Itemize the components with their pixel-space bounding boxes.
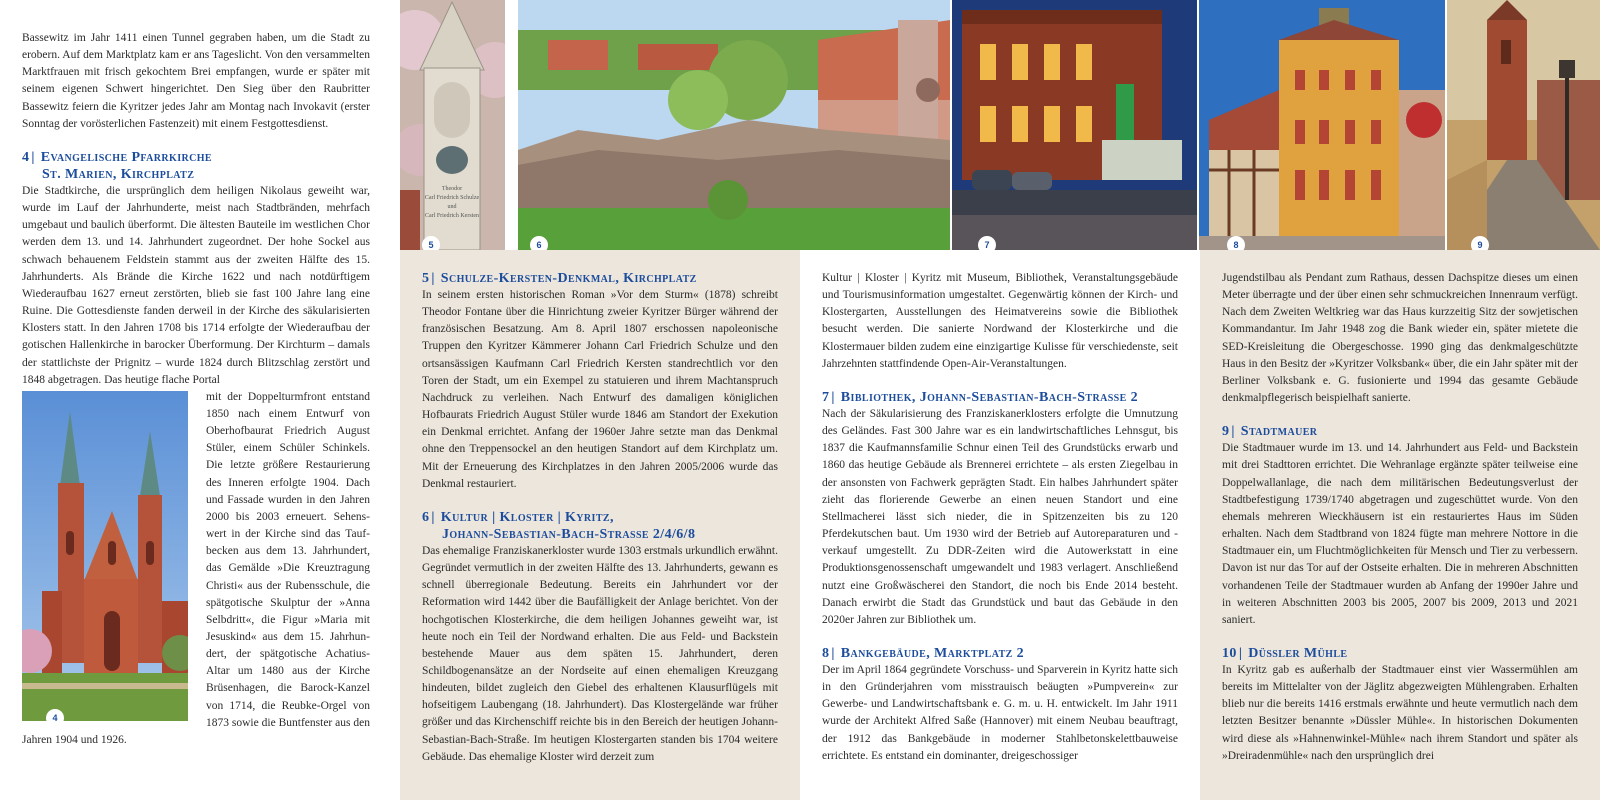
section-9-body: Die Stadtmauer wurde im 13. und 14. Jahrhundert aus Feld- und Backstein mit drei Stadttoren errichtet. Die Wehranlage ergänzte später teilweise eine Doppelwallanlage, die nach dem militärischen Bedeutungsverlust der Stadtbefestigung 1739/1740 abgetragen und zugeschüttet wurde. Von den ehemals mehreren Wieckhäusern ist ein restauriertes Haus im Süden erhalten. Nach dem Stadtbrand von 1824 fügte man mehrere Nottore in die Stadtmauer ein, um Fluchtmöglichkeiten für Mensch und Tier zu verbessern. Davon ist nur das Tor auf der Ostseite erhalten. Die in mehreren Abschnitten vorhandenen Teile der Stadtmauer wurden ab Anfang der 1990er Jahre und in weiteren Abschnitten 2003 bis 2005, 2007 bis 2009, 2013 und 2021 saniert. bbox=[1222, 442, 1578, 626]
section-5-heading: 5 | Schulze-Kersten-Denkmal, Kirchplatz bbox=[422, 271, 697, 286]
section-5-number: 5 bbox=[422, 271, 430, 286]
section-4-title-line1: Evangelische Pfarrkirche bbox=[40, 149, 212, 165]
section-6-number: 6 bbox=[422, 509, 430, 525]
section-9-number: 9 bbox=[1222, 424, 1230, 440]
photo-4-badge: 4 bbox=[46, 709, 64, 727]
section-7-title: Bibliothek, Johann-Sebastian-Bach-Strasse 2 bbox=[840, 389, 1139, 405]
section-6-body: Das ehemalige Franziskanerkloster wurde 1303 erstmals urkundlich erwähnt. Gegründet vermutlich in der zweiten Hälfte des 13. Jahrhunderts, gewann es schnell überregionale Bedeutung. Bereits ein Jahrhundert vor der Reformation wird 1442 über die Baufälligkeit der Anlage berichtet. Von der hochgotischen Klosterkirche, die dem heiligen Johannes geweiht war, ist heute noch ein Teil der Nordwand erhalten. Die aus Feld- und Backstein bestehende Mauer aus dem späten 15. Jahrhundert, deren Schildbogenansätze an der Nordseite auf einen ehemaligen Kreuzgang hindeuten, bildet zugleich den Giebel des erhaltenen Klausurflügels mit hofseitigem Laubengang (18. Jahrhundert). Das Klostergelände war früher größer und das Kirchenschiff reichte bis in den Bereich der heutigen Johann-Sebastian-Bach-Straße. Im heutigen Klostergarten standen bis 1704 weitere Gebäude. Das ehemalige Kloster wird derzeit zum bbox=[422, 544, 778, 763]
photo-9-city-wall bbox=[1447, 0, 1600, 250]
section-10-number: 10 bbox=[1222, 645, 1237, 661]
section-10-title: Düssler Mühle bbox=[1248, 645, 1348, 661]
photo-8-badge: 8 bbox=[1227, 236, 1245, 250]
photo-9-badge: 9 bbox=[1471, 236, 1489, 250]
section-8-title: Bankgebäude, Marktplatz 2 bbox=[840, 645, 1025, 661]
church-photo bbox=[22, 391, 192, 729]
photo-8-bank bbox=[1199, 0, 1445, 250]
section-4-heading: 4 | Evangelische Pfarrkirche St. Marien, Kirchplatz bbox=[22, 149, 370, 183]
column-4 bbox=[1200, 250, 1600, 800]
column-1-text bbox=[22, 30, 370, 749]
photo-7-badge: 7 bbox=[978, 236, 996, 250]
photo-6-badge: 6 bbox=[530, 236, 548, 250]
photo-6-monastery bbox=[518, 0, 950, 250]
section-4-body-continued: mit der Doppelturmfront entstand 1850 nach einem Entwurf von Oberhofbaurat Friedrich August Stüler, einem Schüler Schinkels. Die letzte größere Restaurierung des Inneren erfolgte 1904. Dach und Fassade wurden in den Jahren 2000 bis 2003 erneuert. Sehenswert in der Kirche sind das Taufbecken aus dem 13. Jahrhundert, das Gemälde »Die Kreuztragung Christi« aus der Rubensschule, die spätgotische Skulptur der »Anna Selbdritt«, die Figur »Maria mit Jesuskind« aus dem 15. Jahrhundert, der spätgotische Achatius-Altar um 1480 aus der Kirche Brüsenhagen, die Barock-Kanzel von 1714, die Reubke-Orgel von 1873 sowie die Buntfenster aus den Jahren 1904 und 1926. bbox=[22, 390, 370, 746]
photo-5-monument bbox=[400, 0, 505, 250]
monument-inscription-4: Carl Friedrich Kersten bbox=[425, 213, 479, 219]
section-7-body: Nach der Säkularisierung des Franziskanerklosters erfolgte die Umnutzung des Geländes. Fast 300 Jahre war es ein landwirtschaftliches Lehnsgut, bis 1837 die Kaufmannsfamilie Schnur einen Teil des Grundstücks erwarb und 1860 das heutige Gebäude als Brennerei errichtete – als ersten Ziegelbau in der ansonsten von Fachwerk geprägten Stadt. Ein halbes Jahrhundert später zieht das florierende Gewerbe an einen neuen Standort und eine Stellmacherei lässt sich nieder, die in Spitzenzeiten bis zu 120 Pferdekutschen baut. Um 1930 wird der Betrieb auf Autoreparaturen und -verkauf umgestellt. Zu DDR-Zeiten wird die Autowerkstatt in eine Produktionsgenossenschaft umgewandelt und 1983 verlagert. Anschließend nutzt eine Großwäscherei den Standort, die noch bis Ende 2014 besteht. Danach erwirbt die Stadt das Grundstück und baut das Gebäude in den 2020er Jahren zur Bibliothek um. bbox=[822, 407, 1178, 626]
photo-7-library bbox=[952, 0, 1197, 250]
section-10-body: In Kyritz gab es außerhalb der Stadtmauer einst vier Wassermühlen am bereits im Mittelalter von der Jäglitz abgezweigten Mühlengraben. Erhalten blieb nur die bereits 1416 erstmals erwähnte und heute vermutlich nach dem letzten Besitzer benannte »Düssler Mühle«. In historischen Dokumenten wird diese als »Hahnenwinkel-Mühle« nach ihrem Standort und später als »Dreiradenmühle« nach den ursprünglich drei bbox=[1222, 663, 1578, 762]
section-9-heading: 9 | Stadtmauer bbox=[1222, 424, 1318, 440]
section-8-heading: 8 | Bankgebäude, Marktplatz 2 bbox=[822, 645, 1025, 661]
monument-inscription-3: und bbox=[447, 204, 457, 210]
section-9-title: Stadtmauer bbox=[1240, 424, 1318, 440]
section-10-heading: 10 | Düssler Mühle bbox=[1222, 645, 1348, 661]
section-8-body: Der im April 1864 gegründete Vorschuss- und Sparverein in Kyritz hatte sich in den Gründerjahren vom misstrauisch beäugten »Pumpverein« zur Gewerbe- und Landwirtschaftsbank e. G. m. u. H. entwickelt. Im Jahr 1911 wurde der Architekt Alfred Saße (Hannover) mit einem Neubau beauftragt, der 1912 das Bankgebäude in moderner Stahlbetonskelettbauweise errichtete. Es entstand ein dominanter, dreigeschossiger bbox=[822, 663, 1178, 762]
section-6-title-line1: Kultur | Kloster | Kyritz, bbox=[440, 509, 614, 525]
section-4-body: Die Stadtkirche, die ursprünglich dem heiligen Nikolaus geweiht war, wurde im Lauf der Jahrhunderte, meist nach Stadtbränden, mehrfach umgebaut und baulich überformt. Die ältesten Bauteile im westlichen Chor werden dem 13. und 14. Jahrhundert zugeordnet. Der hohe Sockel aus schwach behauenem Feldstein stammt aus der zweiten Hälfte des 15. Jahrhunderts. Als Brände die Kirche 1622 und nach notdürftigem Wiederaufbau 1627 erneut zerstörten, blieb sie fast 100 Jahre lang eine Ruine. Die Gottesdienste fanden derweil in der Kirche des säkularisierten Klosters statt. In den Jahren 1708 bis 1714 erfolgte der Wiederaufbau der gotischen Hallenkirche in barocker Überformung. Der Kirchturm – damals der stattlichste der Prignitz – wurde 1824 durch Blitzschlag zerstört und 1848 abgetragen. Das heutige flache Portal bbox=[22, 184, 370, 386]
section-6-heading: 6 | Kultur | Kloster | Kyritz, Johann-Sebastian-Bach-Strasse 2/4/6/8 bbox=[422, 509, 778, 543]
section-4-title-line2: St. Marien, Kirchplatz bbox=[42, 166, 195, 182]
column-3 bbox=[800, 250, 1200, 800]
section-4-number: 4 bbox=[22, 149, 30, 165]
section-6-title-line2: Johann-Sebastian-Bach-Strasse 2/4/6/8 bbox=[442, 526, 696, 542]
section-5-body: In seinem ersten historischen Roman »Vor dem Sturm« (1878) schreibt Theodor Fontane über die Hinrichtung zweier Kyritzer Bürger während der französischen Besatzung. Am 8. April 1807 erschossen napoleonische Truppen den Kyritzer Kämmerer Johann Carl Friedrich Schulze und den ortsansässigen Kaufmann Carl Friedrich Kersten standrechtlich vor den Toren der Stadt, um ein Exempel zu statuieren und ihrem Machtanspruch Nachdruck zu verleihen. Nach Entwurf des damaligen königlichen Hofbaurats Friedrich August Stüler wurde 1846 am Standort der Exekution ein Denkmal errichtet. Anfang der 1960er Jahre setzte man das Denkmal ohne den Treppensockel an den heutigen Standort auf dem Kirchplatz um. Mit der Erneuerung des Kirchplatzes in den Jahren 2005/2006 wurde das Denkmal restauriert. bbox=[422, 289, 778, 490]
column-3-text bbox=[822, 270, 1178, 765]
section-5-title: Schulze-Kersten-Denkmal, Kirchplatz bbox=[440, 271, 697, 286]
section-7-number: 7 bbox=[822, 389, 830, 405]
intro-paragraph: Bassewitz im Jahr 1411 einen Tunnel gegraben haben, um die Stadt zu erobern. Auf dem Marktplatz kam er ans Tageslicht. Von den versammelten Marktfrauen mit frisch gekochtem Brei empfangen, wurde er später mit seinem eigenen Schwert hingerichtet. Den Sieg über den Raubritter Bassewitz feiern die Kyritzer jedes Jahr am Montag nach Invokavit (erster Sonntag der vorösterlichen Fastenzeit) mit einem Festgottesdienst. bbox=[22, 32, 370, 130]
section-7-heading: 7 | Bibliothek, Johann-Sebastian-Bach-Strasse 2 bbox=[822, 389, 1139, 405]
column-2-text bbox=[422, 270, 778, 766]
photo-5-badge: 5 bbox=[422, 236, 440, 250]
column-4-text bbox=[1222, 270, 1578, 765]
column-1 bbox=[0, 0, 400, 800]
column-4-intro: Jugendstilbau als Pendant zum Rathaus, dessen Dachspitze dieses um einen Meter überragte und der über einen sehr schmuckreichen Innenraum verfügt. Nach dem Zweiten Weltkrieg war das Haus kurzzeitig Sitz der sowjetischen Kommandantur. Im Jahr 1948 zog die Bank wieder ein, später mietete die SED-Kreisleitung die Obergeschosse. 1990 ging das denkmalgeschützte Haus in den Besitz der »Kyritzer Volksbank« über, die ein Jahr später mit der Berliner Volksbank e. G. fusionierte und 1994 das gesamte Gebäude denkmalpflegerisch beispielhaft sanierte. bbox=[1222, 272, 1578, 405]
monument-inscription-1: Theodor bbox=[441, 186, 463, 192]
monument-inscription-2: Carl Friedrich Schulze bbox=[424, 195, 480, 201]
column-3-intro: Kultur | Kloster | Kyritz mit Museum, Bibliothek, Veranstaltungsgebäude und Tourismusinformation umgestaltet. Gegenwärtig können der Kirch- und Klostergarten, Ausstellungen des Heimatvereins sowie die Bibliothek besucht werden. Die sanierte Nordwand der Klosterkirche und die Klostermauer bilden zudem eine einzigartige Kulisse für verschiedenste, seit Jahrzehnten stattfindende Open-Air-Veranstaltungen. bbox=[822, 272, 1178, 370]
column-2 bbox=[400, 250, 800, 800]
section-8-number: 8 bbox=[822, 645, 830, 661]
